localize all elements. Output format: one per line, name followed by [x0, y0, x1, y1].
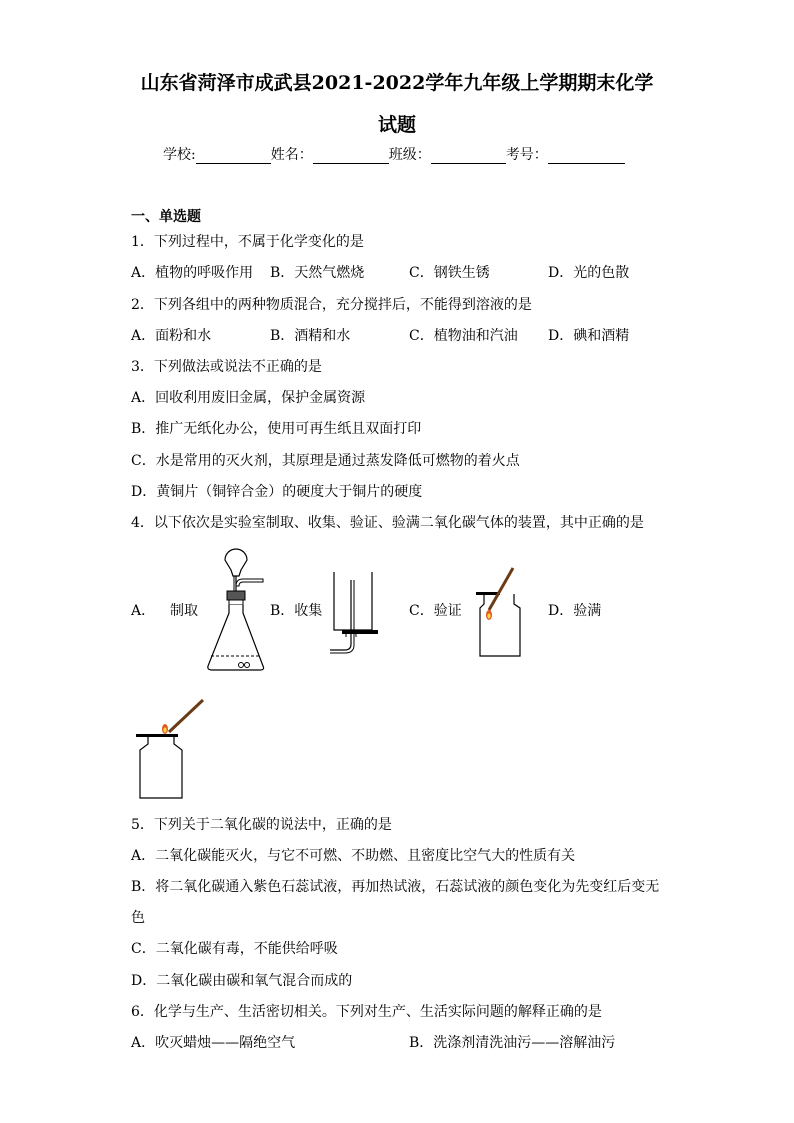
gas-collection-bottle-icon — [330, 572, 380, 654]
q1-option-d: D．光的色散 — [548, 265, 630, 281]
q4-stem: 4．以下依次是实验室制取、收集、验证、验满二氧化碳气体的装置，其中正确的是 — [131, 515, 644, 531]
q4-option-b: B．收集 — [270, 603, 323, 619]
exam-no-blank[interactable] — [548, 149, 625, 164]
q5-option-a: A．二氧化碳能灭火，与它不可燃、不助燃、且密度比空气大的性质有关 — [131, 848, 576, 864]
q1-stem: 1．下列过程中，不属于化学变化的是 — [131, 234, 364, 250]
q3-option-c: C．水是常用的灭火剂，其原理是通过蒸发降低可燃物的着火点 — [131, 453, 520, 469]
bottle-with-stick-at-mouth-icon — [136, 698, 208, 800]
q4-option-a: A． — [131, 603, 156, 619]
q1-option-c: C．钢铁生锈 — [409, 265, 490, 281]
q5-option-b-line1: B．将二氧化碳通入紫色石蕊试液，再加热试液，石蕊试液的颜色变化为先变红后变无 — [131, 879, 660, 895]
q6-option-b: B．洗涤剂清洗油污——溶解油污 — [409, 1035, 616, 1051]
info-row — [163, 146, 625, 164]
q4-option-c: C．验证 — [409, 603, 462, 619]
q5-stem: 5．下列关于二氧化碳的说法中，正确的是 — [131, 817, 392, 833]
title-line-2: 试题 — [377, 114, 416, 136]
q2-option-b: B．酒精和水 — [270, 328, 351, 344]
q6-option-a: A．吹灭蜡烛——隔绝空气 — [131, 1035, 296, 1051]
q2-option-a: A．面粉和水 — [131, 328, 212, 344]
q6-stem: 6．化学与生产、生活密切相关。下列对生产、生活实际问题的解释正确的是 — [131, 1004, 602, 1020]
q3-option-a: A．回收利用废旧金属，保护金属资源 — [131, 390, 366, 406]
q1-option-a: A．植物的呼吸作用 — [131, 265, 254, 281]
q3-stem: 3．下列做法或说法不正确的是 — [131, 359, 322, 375]
bottle-with-burning-stick-icon — [476, 566, 524, 658]
name-blank[interactable] — [313, 149, 389, 164]
name-label: 姓名： — [270, 147, 313, 163]
q1-option-b: B．天然气燃烧 — [270, 265, 365, 281]
q2-stem: 2．下列各组中的两种物质混合，充分搅拌后，不能得到溶液的是 — [131, 297, 532, 313]
title-line-1: 山东省菏泽市成武县2021-2022学年九年级上学期期末化学 — [140, 72, 654, 94]
q5-option-b-line2: 色 — [131, 910, 145, 926]
q3-option-d: D．黄铜片（铜锌合金）的硬度大于铜片的硬度 — [131, 484, 423, 500]
q4-option-a-label: 制取 — [170, 603, 198, 619]
school-label: 学校: — [163, 147, 196, 163]
q3-option-b: B．推广无纸化办公，使用可再生纸且双面打印 — [131, 421, 422, 437]
q4-option-d: D．验满 — [548, 603, 602, 619]
q5-option-c: C．二氧化碳有毒，不能供给呼吸 — [131, 941, 338, 957]
q2-option-c: C．植物油和汽油 — [409, 328, 518, 344]
section-heading: 一、单选题 — [131, 209, 201, 225]
class-label: 班级： — [388, 147, 431, 163]
class-blank[interactable] — [431, 149, 506, 164]
q2-option-d: D．碘和酒精 — [548, 328, 630, 344]
school-blank[interactable] — [196, 149, 271, 164]
flask-apparatus-icon — [205, 548, 265, 674]
exam-no-label: 考号： — [505, 147, 548, 163]
q5-option-d: D．二氧化碳由碳和氧气混合而成的 — [131, 973, 353, 989]
